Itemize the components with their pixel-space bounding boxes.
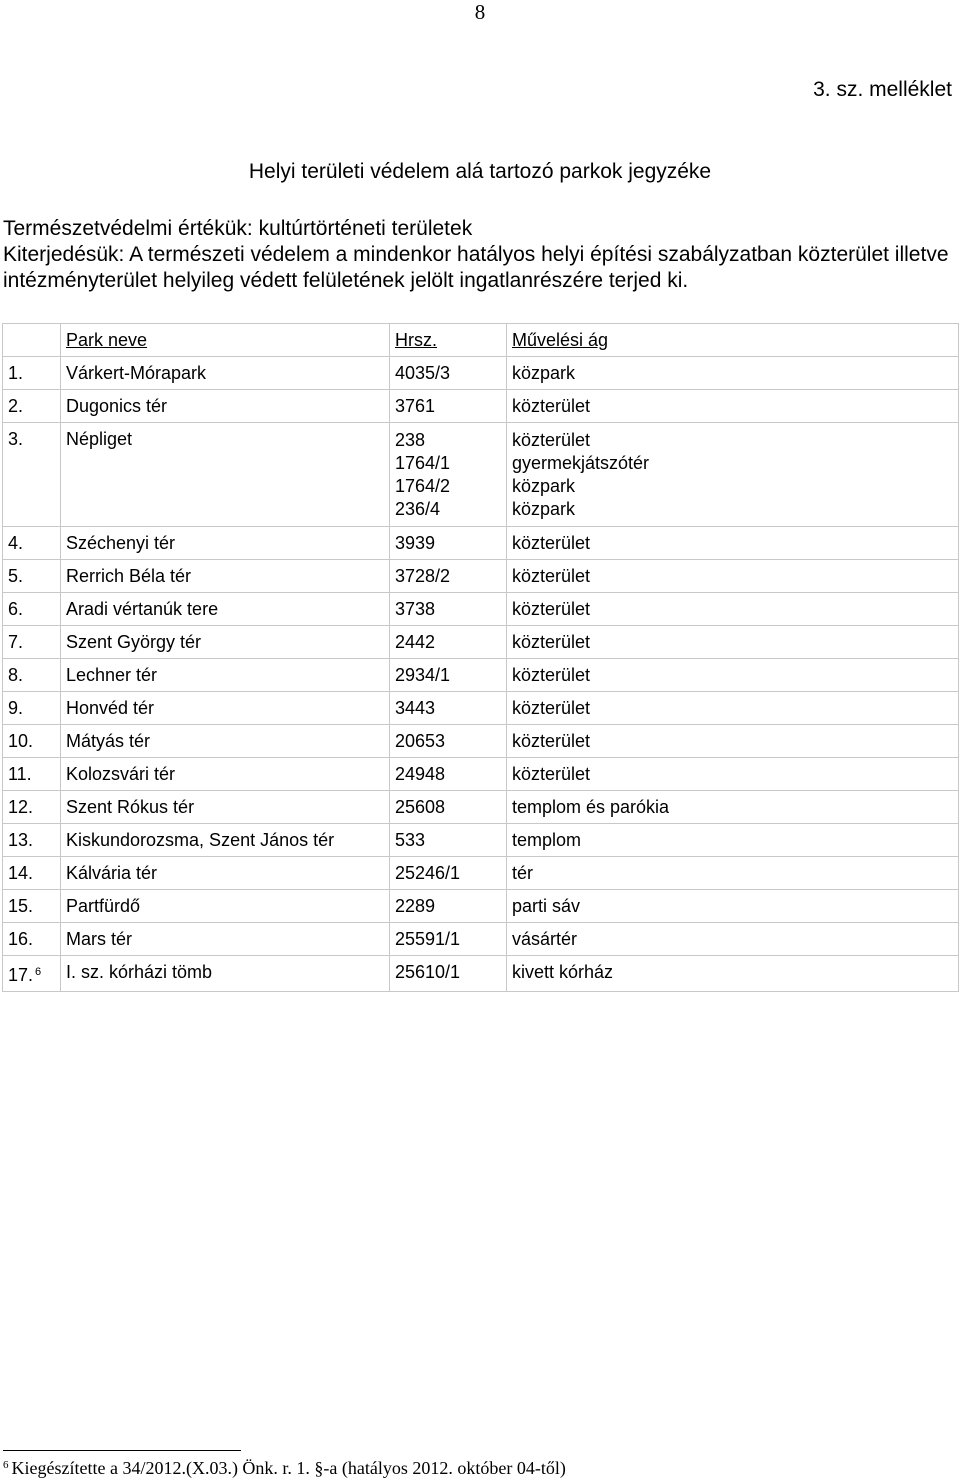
parcel-number-value: 236/4	[395, 499, 441, 519]
table-row	[3, 593, 959, 626]
park-name: Mátyás tér	[61, 725, 390, 758]
page-number: 8	[474, 0, 486, 24]
parcel-number-value: 3443	[395, 698, 436, 718]
row-number	[3, 890, 61, 923]
table-row	[3, 527, 959, 560]
cultivation-branch-value: templom és parókia	[512, 797, 670, 817]
row-number-text: 10.	[8, 731, 34, 751]
cultivation-branch	[507, 857, 959, 890]
parcel-number-value: 25591/1	[395, 929, 461, 949]
header-park-name: Park neve	[61, 324, 390, 357]
row-number	[3, 824, 61, 857]
row-number	[3, 692, 61, 725]
park-name: Honvéd tér	[61, 692, 390, 725]
park-name: Lechner tér	[61, 659, 390, 692]
parcel-number	[390, 857, 507, 890]
cultivation-branch-value: közpark	[512, 363, 576, 383]
cultivation-branch-value: tér	[512, 863, 534, 883]
parcel-number-value: 2289	[395, 896, 436, 916]
footnote-reference: 6	[35, 966, 42, 978]
parcel-number	[390, 390, 507, 423]
intro-line-extent: Kiterjedésük: A természeti védelem a mindenkor hatályos helyi építési szabályzatban közterület illetve intézményterület helyileg védett felületének jelölt ingatlanrészére terjed ki.	[3, 243, 949, 292]
row-number	[3, 390, 61, 423]
parcel-number-value: 3761	[395, 396, 436, 416]
row-number-text: 15.	[8, 896, 34, 916]
table-row	[3, 857, 959, 890]
parcel-number-value: 4035/3	[395, 363, 451, 383]
cultivation-branch-value: közpark	[512, 476, 576, 496]
parcel-number	[390, 956, 507, 992]
cultivation-branch-value: közterület	[512, 665, 591, 685]
parcel-number-value: 533	[395, 830, 426, 850]
parcel-number	[390, 824, 507, 857]
parcel-number	[390, 923, 507, 956]
row-number	[3, 758, 61, 791]
header-hrsz: Hrsz.	[390, 324, 507, 357]
row-number-text: 7.	[8, 632, 24, 652]
intro-text	[3, 216, 958, 294]
row-number	[3, 423, 61, 527]
park-name: Kálvária tér	[61, 857, 390, 890]
park-name: Várkert-Mórapark	[61, 357, 390, 390]
cultivation-branch	[507, 423, 959, 527]
row-number	[3, 357, 61, 390]
cultivation-branch	[507, 390, 959, 423]
parcel-number	[390, 357, 507, 390]
parcel-number-value: 1764/1	[395, 453, 451, 473]
table-row	[3, 890, 959, 923]
row-number-text: 3.	[8, 429, 24, 449]
footnote-text: Kiegészítette a 34/2012.(X.03.) Önk. r. 1. §-a (hatályos 2012. október 04-től)	[11, 1458, 566, 1478]
cultivation-branch-value: közterület	[512, 566, 591, 586]
row-number	[3, 659, 61, 692]
parcel-number	[390, 890, 507, 923]
park-name: I. sz. kórházi tömb	[61, 956, 390, 992]
parcel-number-value: 1764/2	[395, 476, 451, 496]
row-number	[3, 626, 61, 659]
footnote-separator	[3, 1450, 241, 1451]
row-number	[3, 725, 61, 758]
park-name: Kiskundorozsma, Szent János tér	[61, 824, 390, 857]
parks-table-body	[3, 357, 959, 992]
park-name: Szent Rókus tér	[61, 791, 390, 824]
park-name: Partfürdő	[61, 890, 390, 923]
parcel-number-value: 2934/1	[395, 665, 451, 685]
parcel-number-value: 24948	[395, 764, 446, 784]
cultivation-branch	[507, 824, 959, 857]
parcel-number-value: 2442	[395, 632, 436, 652]
cultivation-branch-value: vásártér	[512, 929, 578, 949]
cultivation-branch-value: közterület	[512, 599, 591, 619]
parcel-number-value: 3728/2	[395, 566, 451, 586]
table-row	[3, 423, 959, 527]
park-name: Aradi vértanúk tere	[61, 593, 390, 626]
row-number-text: 14.	[8, 863, 34, 883]
row-number-text: 6.	[8, 599, 24, 619]
row-number	[3, 857, 61, 890]
cultivation-branch	[507, 791, 959, 824]
row-number-text: 1.	[8, 363, 24, 383]
parcel-number-value: 25246/1	[395, 863, 461, 883]
annex-label: 3. sz. melléklet	[813, 78, 952, 101]
cultivation-branch-value: közterület	[512, 430, 591, 450]
table-row	[3, 923, 959, 956]
parcel-number	[390, 725, 507, 758]
cultivation-branch	[507, 923, 959, 956]
intro-line-nature-values: Természetvédelmi értékük: kultúrtörténeti területek	[3, 217, 473, 240]
row-number-text: 17.	[8, 965, 34, 985]
table-row	[3, 390, 959, 423]
park-name: Népliget	[61, 423, 390, 527]
footnote	[3, 1458, 566, 1479]
parcel-number	[390, 423, 507, 527]
cultivation-branch	[507, 357, 959, 390]
cultivation-branch-value: közpark	[512, 499, 576, 519]
row-number-text: 4.	[8, 533, 24, 553]
row-number-text: 5.	[8, 566, 24, 586]
parcel-number	[390, 659, 507, 692]
footnote-marker: 6	[3, 1459, 9, 1471]
row-number-text: 2.	[8, 396, 24, 416]
parcel-number	[390, 593, 507, 626]
cultivation-branch-value: templom	[512, 830, 582, 850]
cultivation-branch	[507, 758, 959, 791]
parcel-number	[390, 692, 507, 725]
cultivation-branch-value: közterület	[512, 396, 591, 416]
row-number	[3, 593, 61, 626]
park-name: Mars tér	[61, 923, 390, 956]
cultivation-branch-value: parti sáv	[512, 896, 581, 916]
cultivation-branch	[507, 560, 959, 593]
document-title: Helyi területi védelem alá tartozó parkok jegyzéke	[248, 160, 712, 183]
parcel-number	[390, 626, 507, 659]
row-number-text: 11.	[8, 764, 32, 784]
parcel-number-value: 3738	[395, 599, 436, 619]
table-header-row	[3, 324, 959, 357]
cultivation-branch-value: közterület	[512, 533, 591, 553]
row-number	[3, 560, 61, 593]
table-row	[3, 626, 959, 659]
parcel-number	[390, 560, 507, 593]
row-number	[3, 923, 61, 956]
cultivation-branch	[507, 626, 959, 659]
parcel-number	[390, 791, 507, 824]
row-number-text: 16.	[8, 929, 34, 949]
parcel-number	[390, 758, 507, 791]
parcel-number-value: 238	[395, 430, 426, 450]
cultivation-branch-value: közterület	[512, 698, 591, 718]
parcel-number	[390, 527, 507, 560]
table-row	[3, 824, 959, 857]
cultivation-branch-value: közterület	[512, 632, 591, 652]
header-cultivation-branch: Művelési ág	[507, 324, 959, 357]
row-number-text: 8.	[8, 665, 24, 685]
cultivation-branch	[507, 890, 959, 923]
cultivation-branch-value: közterület	[512, 764, 591, 784]
table-row	[3, 956, 959, 992]
cultivation-branch	[507, 659, 959, 692]
parcel-number-value: 3939	[395, 533, 436, 553]
cultivation-branch	[507, 527, 959, 560]
park-name: Kolozsvári tér	[61, 758, 390, 791]
cultivation-branch-value: gyermekjátszótér	[512, 453, 650, 473]
table-row	[3, 791, 959, 824]
parks-table	[2, 323, 959, 992]
row-number-text: 9.	[8, 698, 24, 718]
park-name: Széchenyi tér	[61, 527, 390, 560]
row-number	[3, 791, 61, 824]
table-row	[3, 560, 959, 593]
table-row	[3, 758, 959, 791]
cultivation-branch	[507, 956, 959, 992]
parcel-number-value: 20653	[395, 731, 446, 751]
table-row	[3, 357, 959, 390]
row-number	[3, 527, 61, 560]
park-name: Szent György tér	[61, 626, 390, 659]
table-row	[3, 692, 959, 725]
park-name: Dugonics tér	[61, 390, 390, 423]
cultivation-branch	[507, 692, 959, 725]
parcel-number-value: 25610/1	[395, 962, 461, 982]
park-name: Rerrich Béla tér	[61, 560, 390, 593]
table-row	[3, 725, 959, 758]
row-number-text: 12.	[8, 797, 34, 817]
cultivation-branch-value: közterület	[512, 731, 591, 751]
parcel-number-value: 25608	[395, 797, 446, 817]
cultivation-branch	[507, 593, 959, 626]
cultivation-branch-value: kivett kórház	[512, 962, 614, 982]
table-row	[3, 659, 959, 692]
row-number-text: 13.	[8, 830, 34, 850]
row-number	[3, 956, 61, 992]
header-number	[3, 324, 61, 357]
cultivation-branch	[507, 725, 959, 758]
